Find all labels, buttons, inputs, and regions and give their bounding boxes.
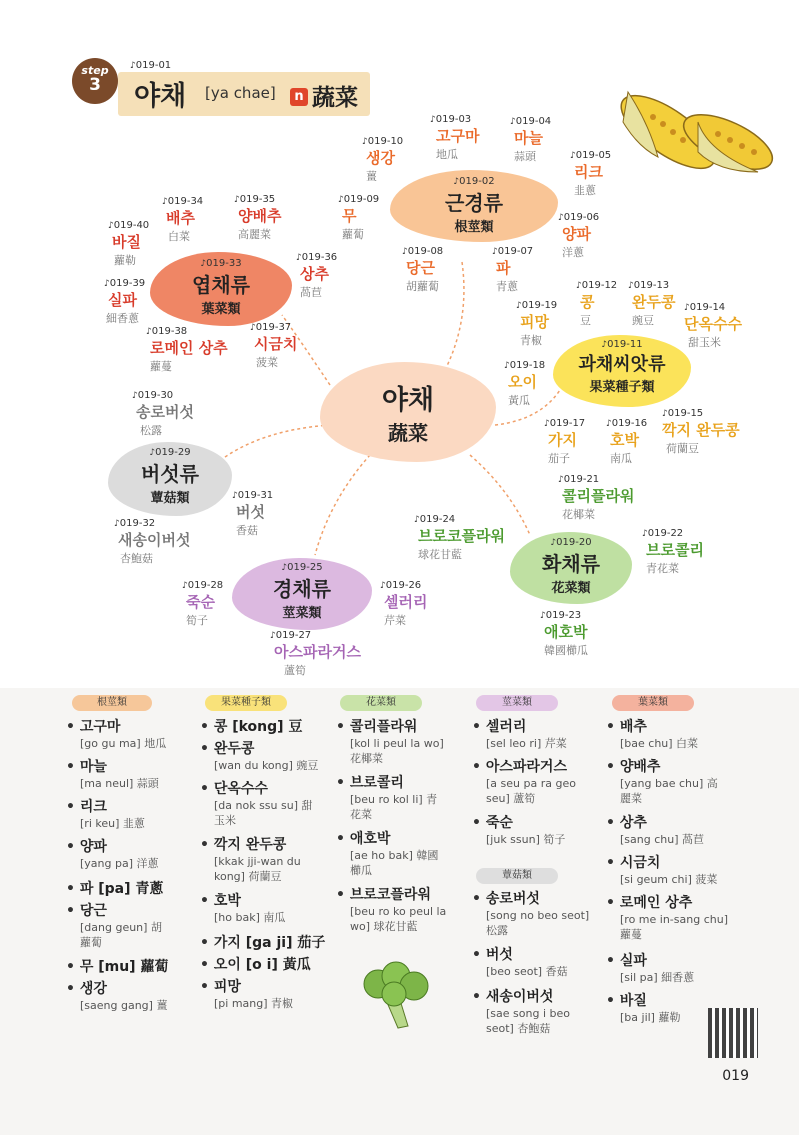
group-mushroom-cn: 蕈菇類 xyxy=(150,491,190,506)
word-ko: 깍지 완두콩 xyxy=(662,421,740,439)
page-number: 019 xyxy=(722,1068,749,1084)
word-item xyxy=(234,194,281,242)
word-cn: 杏鮑菇 xyxy=(120,552,153,565)
center-ko: 야채 xyxy=(381,385,435,416)
word-code: ♪ 019-15 xyxy=(662,408,740,419)
group-fruit-code: ♪ 019-11 xyxy=(553,339,691,350)
word-code: ♪ 019-06 xyxy=(558,212,599,223)
group-leaf-code: ♪ 019-33 xyxy=(150,258,292,269)
glossary-item: • 배추 [bae chu] 白菜 xyxy=(606,716,698,751)
glossary-header-stem: 莖菜類 xyxy=(476,695,558,711)
word-ko: 양배추 xyxy=(238,207,282,225)
group-mushroom xyxy=(108,442,232,516)
word-item xyxy=(510,116,551,164)
word-ko: 송로버섯 xyxy=(136,403,194,421)
word-item xyxy=(558,474,634,522)
word-cn: 韓國櫛瓜 xyxy=(544,644,588,657)
word-item xyxy=(606,418,647,466)
word-cn: 韭蔥 xyxy=(574,184,596,197)
group-fruit xyxy=(553,335,691,407)
word-cn: 甜玉米 xyxy=(688,336,721,349)
glossary-header-mushroom: 蕈菇類 xyxy=(476,868,558,884)
glossary-header-root: 根莖類 xyxy=(72,695,152,711)
glossary-item: • 리크 [ri keu] 韭蔥 xyxy=(66,796,145,831)
word-cn: 蘿蔔 xyxy=(342,228,364,241)
word-ko: 양파 xyxy=(562,225,591,243)
word-item xyxy=(540,610,588,658)
glossary-item: • 가지 [ga ji] 茄子 xyxy=(200,932,325,952)
word-item xyxy=(182,580,223,628)
word-code: ♪ 019-05 xyxy=(570,150,611,161)
word-cn: 松露 xyxy=(140,424,162,437)
word-item xyxy=(114,518,190,566)
word-ko: 시금치 xyxy=(254,335,298,353)
glossary-item: • 호박 [ho bak] 南瓜 xyxy=(200,890,285,925)
word-item xyxy=(296,252,337,300)
word-ko: 죽순 xyxy=(186,593,215,611)
word-item xyxy=(516,300,557,348)
group-stem-cn: 莖菜類 xyxy=(282,606,322,621)
word-code: ♪ 019-21 xyxy=(558,474,634,485)
group-fruit-ko: 과채씨앗류 xyxy=(578,354,666,375)
word-code: ♪ 019-12 xyxy=(576,280,617,291)
word-cn: 菠菜 xyxy=(256,356,278,369)
word-item xyxy=(430,114,479,162)
word-code: ♪ 019-38 xyxy=(146,326,228,337)
word-code: ♪ 019-14 xyxy=(684,302,742,313)
word-cn: 高麗菜 xyxy=(238,228,271,241)
glossary-header-fruit: 果菜種子類 xyxy=(205,695,287,711)
word-ko: 무 xyxy=(342,207,357,225)
group-mushroom-code: ♪ 019-29 xyxy=(108,447,232,458)
glossary-item: • 생강 [saeng gang] 薑 xyxy=(66,978,167,1013)
title-pronunciation: [ya chae] xyxy=(205,84,276,102)
glossary-item: • 새송이버섯 [sae song i beo seot] 杏鮑菇 xyxy=(472,986,586,1036)
glossary-item: • 오이 [o i] 黃瓜 xyxy=(200,954,311,974)
word-ko: 오이 xyxy=(508,373,537,391)
step-word: step xyxy=(81,64,109,77)
word-ko: 새송이버섯 xyxy=(118,531,191,549)
word-item xyxy=(338,194,379,242)
group-stem-code: ♪ 019-25 xyxy=(232,562,372,573)
glossary-item: • 로메인 상추 [ro me in-sang chu] 蘿蔓 xyxy=(606,892,740,942)
word-code: ♪ 019-08 xyxy=(402,246,443,257)
group-stem-ko: 경채류 xyxy=(273,577,331,601)
word-cn: 青蔥 xyxy=(496,280,518,293)
word-code: ♪ 019-09 xyxy=(338,194,379,205)
word-cn: 蘿蔓 xyxy=(150,360,172,373)
word-cn: 青椒 xyxy=(520,334,542,347)
word-ko: 마늘 xyxy=(514,129,543,147)
word-item xyxy=(132,390,194,438)
word-code: ♪ 019-35 xyxy=(234,194,281,205)
word-cn: 蘿勒 xyxy=(114,254,136,267)
group-flower-cn: 花菜類 xyxy=(551,581,591,596)
word-item xyxy=(414,514,505,562)
glossary-item: • 바질 [ba jil] 蘿勒 xyxy=(606,990,680,1025)
word-cn: 荷蘭豆 xyxy=(666,442,699,455)
center-cn: 蔬菜 xyxy=(388,421,428,445)
word-cn: 胡蘿蔔 xyxy=(406,280,439,293)
word-code: ♪ 019-23 xyxy=(540,610,588,621)
word-code: ♪ 019-07 xyxy=(492,246,533,257)
word-code: ♪ 019-37 xyxy=(250,322,297,333)
word-item xyxy=(570,150,611,198)
glossary-header-leaf: 葉菜類 xyxy=(612,695,694,711)
glossary-item: • 피망 [pi mang] 青椒 xyxy=(200,976,293,1011)
glossary-item: • 애호박 [ae ho bak] 韓國櫛瓜 xyxy=(336,828,440,878)
group-flower-code: ♪ 019-20 xyxy=(510,537,632,548)
word-cn: 芹菜 xyxy=(384,614,406,627)
word-ko: 완두콩 xyxy=(632,293,676,311)
word-item xyxy=(402,246,443,294)
word-cn: 地瓜 xyxy=(436,148,458,161)
word-code: ♪ 019-18 xyxy=(504,360,545,371)
word-item xyxy=(628,280,675,328)
word-cn: 蘆筍 xyxy=(284,664,306,677)
glossary-item: • 브로콜리 [beu ro kol li] 青花菜 xyxy=(336,772,440,822)
word-code: ♪ 019-03 xyxy=(430,114,479,125)
word-ko: 호박 xyxy=(610,431,639,449)
group-leaf xyxy=(150,252,292,326)
word-ko: 파 xyxy=(496,259,511,277)
word-ko: 로메인 상추 xyxy=(150,339,228,357)
word-cn: 洋蔥 xyxy=(562,246,584,259)
word-cn: 花椰菜 xyxy=(562,508,595,521)
word-code: ♪ 019-16 xyxy=(606,418,647,429)
word-item xyxy=(684,302,742,350)
group-stem xyxy=(232,558,372,630)
word-code: ♪ 019-39 xyxy=(104,278,145,289)
glossary-item: • 단옥수수 [da nok ssu su] 甜玉米 xyxy=(200,778,314,828)
word-cn: 白菜 xyxy=(168,230,190,243)
title-chinese: 蔬菜 xyxy=(312,85,358,111)
word-cn: 細香蔥 xyxy=(106,312,139,325)
glossary-item: • 상추 [sang chu] 萵苣 xyxy=(606,812,704,847)
group-flower-ko: 화채류 xyxy=(542,552,600,576)
word-item xyxy=(104,278,145,326)
word-code: ♪ 019-32 xyxy=(114,518,190,529)
word-ko: 아스파라거스 xyxy=(274,643,361,661)
page-title: 야채 xyxy=(134,81,187,112)
glossary-item: • 송로버섯 [song no beo seot] 松露 xyxy=(472,888,596,938)
word-cn: 球花甘藍 xyxy=(418,548,462,561)
group-root-cn: 根莖類 xyxy=(454,220,494,235)
word-cn: 萵苣 xyxy=(300,286,322,299)
word-ko: 애호박 xyxy=(544,623,588,641)
group-fruit-cn: 果菜種子類 xyxy=(589,380,655,395)
word-ko: 가지 xyxy=(548,431,577,449)
word-item xyxy=(362,136,403,184)
word-cn: 筍子 xyxy=(186,614,208,627)
glossary-item: • 파 [pa] 青蔥 xyxy=(66,878,163,898)
center-node xyxy=(320,362,496,462)
word-cn: 豌豆 xyxy=(632,314,654,327)
word-cn: 豆 xyxy=(580,314,591,327)
word-item xyxy=(558,212,599,260)
word-code: ♪ 019-30 xyxy=(132,390,194,401)
word-code: ♪ 019-31 xyxy=(232,490,273,501)
word-code: ♪ 019-24 xyxy=(414,514,505,525)
glossary-item: • 셀러리 [sel leo ri] 芹菜 xyxy=(472,716,567,751)
word-item xyxy=(250,322,297,370)
word-item xyxy=(162,196,203,244)
word-item xyxy=(270,630,361,678)
word-ko: 고구마 xyxy=(436,127,480,145)
glossary-item: • 콜리플라워 [kol li peul la wo] 花椰菜 xyxy=(336,716,450,766)
word-item xyxy=(576,280,617,328)
word-item xyxy=(492,246,533,294)
word-cn: 蒜頭 xyxy=(514,150,536,163)
word-cn: 薑 xyxy=(366,170,377,183)
word-ko: 브로콜리 xyxy=(646,541,704,559)
word-cn: 香菇 xyxy=(236,524,258,537)
word-cn: 黃瓜 xyxy=(508,394,530,407)
glossary-item: • 브로코플라워 [beu ro ko peul la wo] 球花甘藍 xyxy=(336,884,460,934)
word-ko: 콩 xyxy=(580,293,595,311)
word-item xyxy=(108,220,149,268)
glossary-item: • 실파 [sil pa] 細香蔥 xyxy=(606,950,694,985)
qr-code xyxy=(708,1008,758,1058)
group-root xyxy=(390,170,558,242)
word-code: ♪ 019-19 xyxy=(516,300,557,311)
noun-badge: n xyxy=(290,88,308,106)
word-ko: 콜리플라워 xyxy=(562,487,635,505)
word-code: ♪ 019-22 xyxy=(642,528,704,539)
word-ko: 피망 xyxy=(520,313,549,331)
word-ko: 상추 xyxy=(300,265,329,283)
word-item xyxy=(504,360,545,408)
word-item xyxy=(662,408,740,456)
word-code: ♪ 019-04 xyxy=(510,116,551,127)
group-root-ko: 근경류 xyxy=(445,191,503,215)
word-ko: 당근 xyxy=(406,259,435,277)
word-code: ♪ 019-40 xyxy=(108,220,149,231)
glossary-item: • 시금치 [si geum chi] 菠菜 xyxy=(606,852,717,887)
glossary-header-flower: 花菜類 xyxy=(340,695,422,711)
group-mushroom-ko: 버섯류 xyxy=(141,462,199,486)
word-code: ♪ 019-26 xyxy=(380,580,427,591)
word-item xyxy=(642,528,704,576)
word-item xyxy=(380,580,427,628)
word-item xyxy=(544,418,585,466)
group-leaf-ko: 엽채류 xyxy=(192,273,250,297)
word-ko: 생강 xyxy=(366,149,395,167)
word-ko: 단옥수수 xyxy=(684,315,742,333)
word-cn: 茄子 xyxy=(548,452,570,465)
glossary-item: • 완두콩 [wan du kong] 豌豆 xyxy=(200,738,318,773)
glossary-item: • 콩 [kong] 豆 xyxy=(200,716,302,736)
word-ko: 리크 xyxy=(574,163,603,181)
word-cn: 青花菜 xyxy=(646,562,679,575)
word-ko: 배추 xyxy=(166,209,195,227)
word-code: ♪ 019-28 xyxy=(182,580,223,591)
word-code: ♪ 019-13 xyxy=(628,280,675,291)
word-ko: 실파 xyxy=(108,291,137,309)
glossary-item: • 양배추 [yang bae chu] 高麗菜 xyxy=(606,756,720,806)
title-code: ♪ 019-01 xyxy=(130,60,171,71)
word-cn: 南瓜 xyxy=(610,452,632,465)
broccoli-illustration xyxy=(356,960,436,1032)
glossary-item: • 마늘 [ma neul] 蒜頭 xyxy=(66,756,159,791)
word-code: ♪ 019-27 xyxy=(270,630,361,641)
word-ko: 브로코플라워 xyxy=(418,527,505,545)
word-code: ♪ 019-36 xyxy=(296,252,337,263)
word-item xyxy=(232,490,273,538)
glossary-item: • 양파 [yang pa] 洋蔥 xyxy=(66,836,159,871)
glossary-item: • 버섯 [beo seot] 香菇 xyxy=(472,944,568,979)
word-ko: 셀러리 xyxy=(384,593,428,611)
group-flower xyxy=(510,532,632,604)
glossary-item: • 죽순 [juk ssun] 筍子 xyxy=(472,812,565,847)
word-ko: 버섯 xyxy=(236,503,265,521)
group-root-code: ♪ 019-02 xyxy=(390,176,558,187)
group-leaf-cn: 葉菜類 xyxy=(201,302,241,317)
glossary-item: • 당근 [dang geun] 胡蘿蔔 xyxy=(66,900,170,950)
word-code: ♪ 019-34 xyxy=(162,196,203,207)
glossary-item: • 무 [mu] 蘿蔔 xyxy=(66,956,168,976)
glossary-item: • 아스파라거스 [a seu pa ra geo seu] 蘆筍 xyxy=(472,756,586,806)
word-ko: 바질 xyxy=(112,233,141,251)
word-code: ♪ 019-17 xyxy=(544,418,585,429)
step-number: 3 xyxy=(89,75,101,95)
word-item xyxy=(146,326,228,374)
glossary-item: • 고구마 [go gu ma] 地瓜 xyxy=(66,716,166,751)
word-code: ♪ 019-10 xyxy=(362,136,403,147)
glossary-item: • 깍지 완두콩 [kkak jji-wan du kong] 荷蘭豆 xyxy=(200,834,322,884)
